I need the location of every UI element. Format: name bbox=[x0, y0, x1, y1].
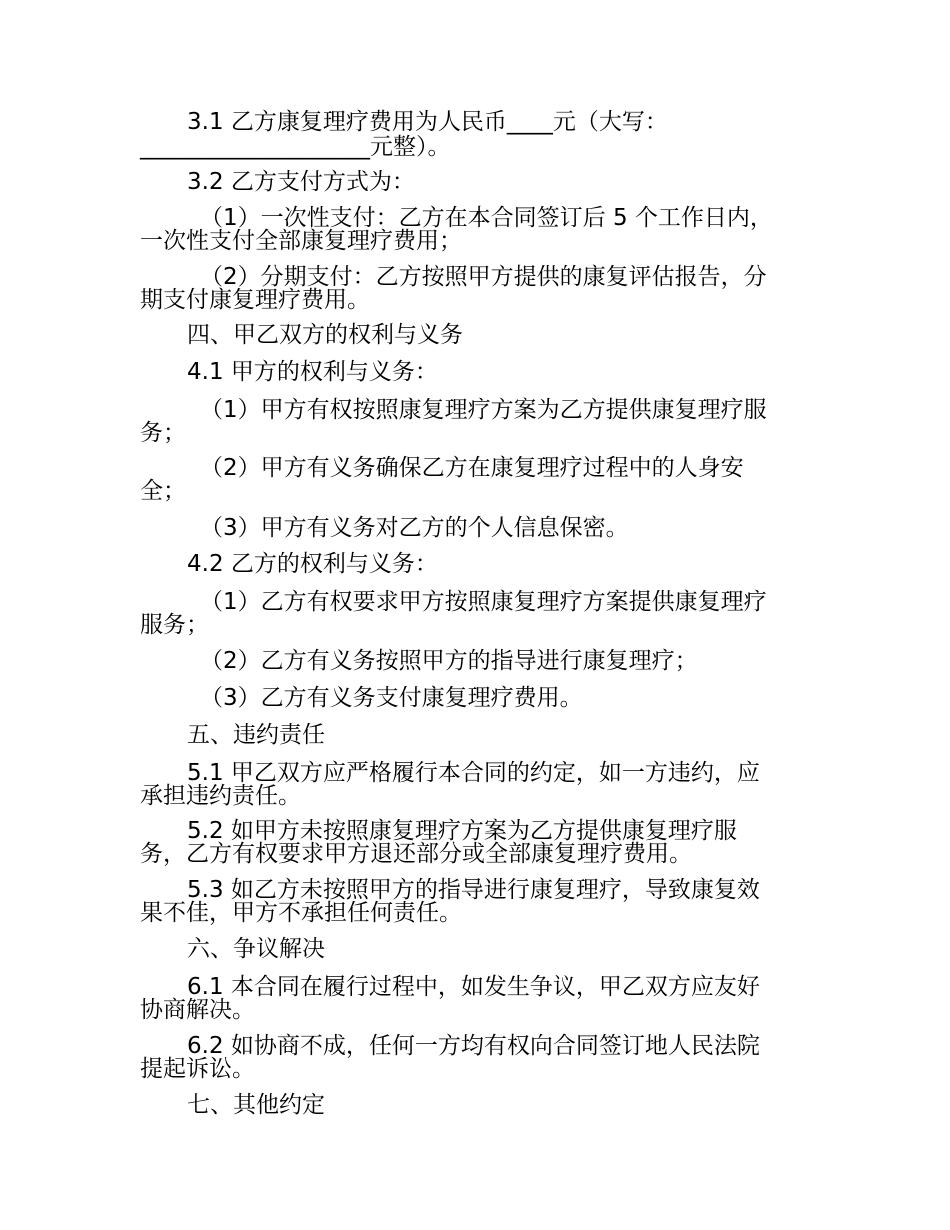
clause-3-1-line-1: 3.1 乙方康复理疗费用为人民币____元（大写： bbox=[187, 109, 668, 135]
clause-4-1-item-1-line-1: （1）甲方有权按照康复理疗方案为乙方提供康复理疗服 bbox=[200, 397, 767, 423]
clause-4-2-heading: 4.2 乙方的权利与义务： bbox=[187, 551, 438, 577]
clause-4-1-item-2-line-1: （2）甲方有义务确保乙方在康复理疗过程中的人身安 bbox=[200, 455, 744, 481]
clause-4-1-item-3: （3）甲方有义务对乙方的个人信息保密。 bbox=[200, 515, 629, 541]
clause-4-1-item-1-line-2: 务； bbox=[140, 420, 186, 446]
clause-5-1-line-1: 5.1 甲乙双方应严格履行本合同的约定，如一方违约，应 bbox=[187, 760, 760, 786]
clause-4-2-item-2: （2）乙方有义务按照甲方的指导进行康复理疗； bbox=[200, 648, 698, 674]
clause-4-2-item-1-line-2: 服务； bbox=[140, 612, 209, 638]
clause-3-1-line-2: ____________________元整）。 bbox=[140, 134, 451, 160]
clause-3-2-item-2-line-1: （2）分期支付：乙方按照甲方提供的康复评估报告，分 bbox=[200, 264, 767, 290]
clause-6-2-line-1: 6.2 如协商不成，任何一方均有权向合同签订地人民法院 bbox=[187, 1033, 760, 1059]
clause-4-1-heading: 4.1 甲方的权利与义务： bbox=[187, 359, 438, 385]
clause-5-2-line-1: 5.2 如甲方未按照康复理疗方案为乙方提供康复理疗服 bbox=[187, 818, 737, 844]
section-5-heading: 五、违约责任 bbox=[187, 722, 325, 748]
section-6-heading: 六、争议解决 bbox=[187, 936, 325, 962]
clause-5-1-line-2: 承担违约责任。 bbox=[140, 783, 301, 809]
clause-5-3-line-1: 5.3 如乙方未按照甲方的指导进行康复理疗，导致康复效 bbox=[187, 877, 760, 903]
clause-4-1-item-2-line-2: 全； bbox=[140, 478, 186, 504]
clause-4-2-item-3: （3）乙方有义务支付康复理疗费用。 bbox=[200, 685, 583, 711]
clause-3-2-heading: 3.2 乙方支付方式为： bbox=[187, 169, 415, 195]
clause-3-2-item-2-line-2: 期支付康复理疗费用。 bbox=[140, 287, 370, 313]
clause-4-2-item-1-line-1: （1）乙方有权要求甲方按照康复理疗方案提供康复理疗 bbox=[200, 589, 767, 615]
clause-5-3-line-2: 果不佳，甲方不承担任何责任。 bbox=[140, 900, 462, 926]
clause-6-1-line-1: 6.1 本合同在履行过程中，如发生争议，甲乙双方应友好 bbox=[187, 974, 760, 1000]
section-4-heading: 四、甲乙双方的权利与义务 bbox=[187, 322, 463, 348]
clause-5-2-line-2: 务，乙方有权要求甲方退还部分或全部康复理疗费用。 bbox=[140, 841, 692, 867]
clause-6-2-line-2: 提起诉讼。 bbox=[140, 1056, 255, 1082]
clause-6-1-line-2: 协商解决。 bbox=[140, 997, 255, 1023]
clause-3-2-item-1-line-2: 一次性支付全部康复理疗费用； bbox=[140, 228, 462, 254]
clause-3-2-item-1-line-1: （1）一次性支付：乙方在本合同签订后 5 个工作日内， bbox=[200, 205, 773, 231]
section-7-heading: 七、其他约定 bbox=[187, 1092, 325, 1118]
